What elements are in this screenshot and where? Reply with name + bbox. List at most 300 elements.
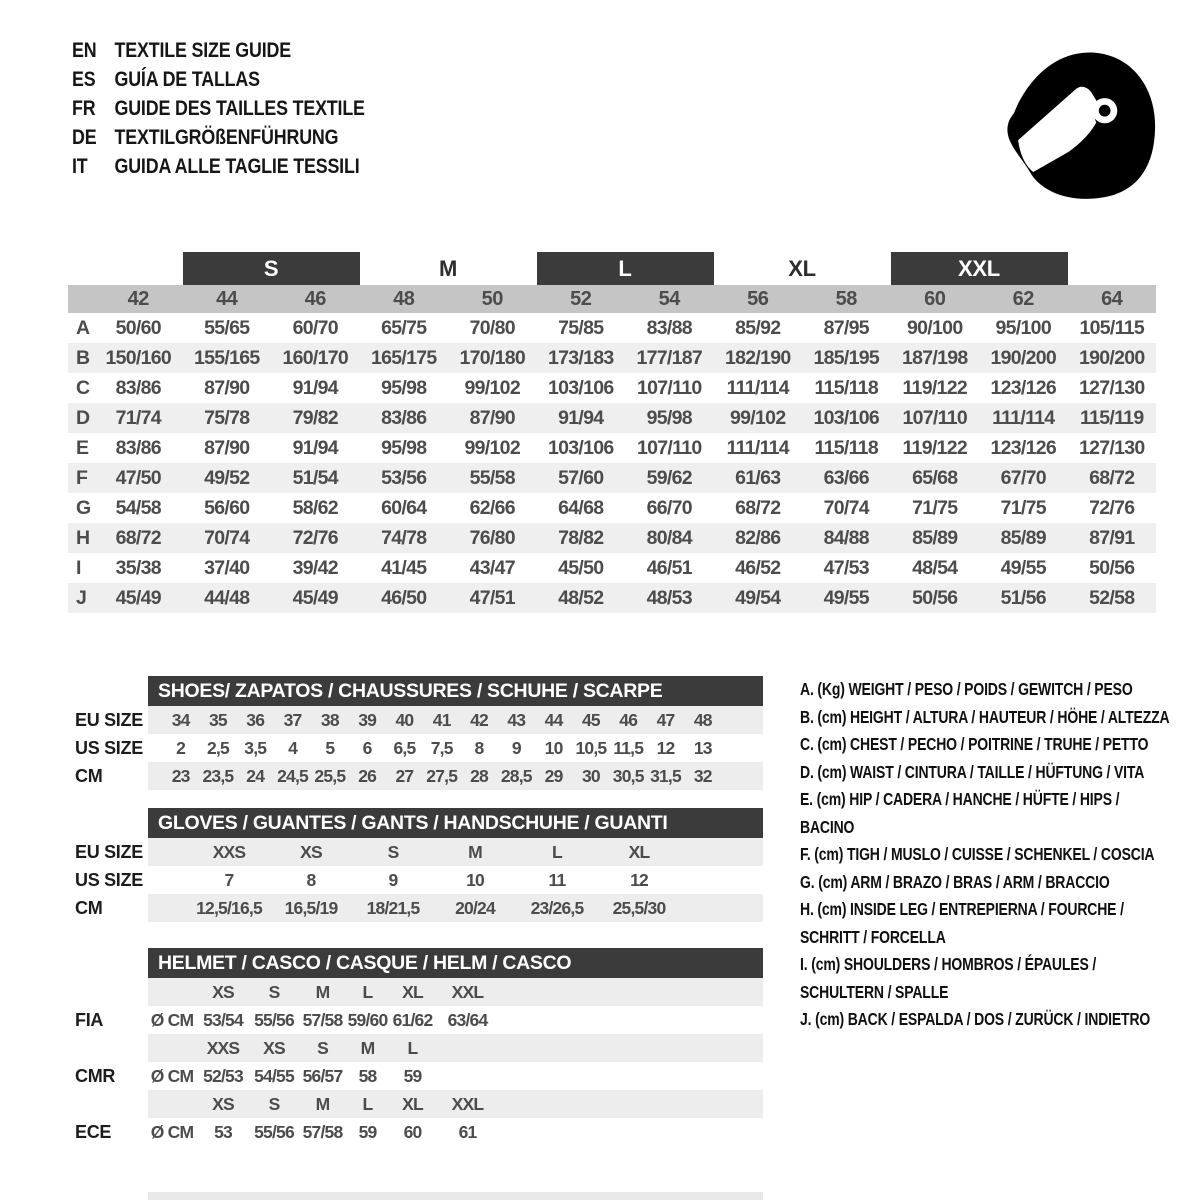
measurement-cell: 95/100 xyxy=(995,317,1051,339)
measurement-cell: 55/58 xyxy=(469,467,515,489)
measurement-cell: 107/110 xyxy=(636,437,702,459)
measurement-cell: 71/74 xyxy=(115,407,161,429)
table-row xyxy=(68,1118,763,1146)
measurement-cell: 165/175 xyxy=(370,347,437,369)
row-letter: B xyxy=(76,347,91,369)
helmet-diameter-cell: 53 xyxy=(214,1122,232,1142)
shoe-us-size-cell: 4 xyxy=(288,738,297,758)
table-row xyxy=(68,373,1156,403)
measurement-cell: 74/78 xyxy=(381,527,427,549)
shoe-eu-size-cell: 36 xyxy=(246,710,265,730)
measurement-cell: 46/50 xyxy=(381,587,427,609)
measurement-cell: 45/49 xyxy=(115,587,161,609)
shoes-table-header: SHOES/ ZAPATOS / CHAUSSURES / SCHUHE / SCARPE xyxy=(148,676,763,706)
measurement-cell: 72/76 xyxy=(1089,497,1135,519)
shoe-us-size-cell: 13 xyxy=(693,738,712,758)
helmet-size-label-cell: M xyxy=(315,1094,330,1114)
language-code: IT xyxy=(72,155,88,178)
measurement-cell: 66/70 xyxy=(646,497,692,519)
measurement-cell: 111/114 xyxy=(726,437,789,459)
glove-cm-cell: 20/24 xyxy=(455,898,495,918)
table-row xyxy=(68,523,1156,553)
helmet-size-table xyxy=(68,948,763,1146)
shoe-eu-size-cell: 34 xyxy=(171,710,190,730)
language-code: FR xyxy=(72,97,96,120)
shoe-eu-size-cell: 48 xyxy=(693,710,712,730)
shoe-cm-cell: 27 xyxy=(395,766,414,786)
row-label-spacer xyxy=(68,1090,148,1118)
glove-eu-size-cell: XS xyxy=(300,842,322,862)
helmet-size-label-cell: S xyxy=(317,1038,328,1058)
unit-column-spacer xyxy=(148,1034,196,1062)
glove-us-size-cell: 10 xyxy=(466,870,484,890)
measurement-cell: 50/60 xyxy=(115,317,161,339)
measurement-cell: 160/170 xyxy=(282,347,349,369)
row-letter: D xyxy=(76,407,91,429)
glove-eu-size-cell: S xyxy=(387,842,399,862)
table-row xyxy=(68,1062,763,1090)
row-label-spacer xyxy=(68,1034,148,1062)
measurement-cell: 78/82 xyxy=(558,527,604,549)
glove-us-size-cell: 8 xyxy=(306,870,316,890)
helmet-sections xyxy=(68,978,763,1146)
measurement-cell: 83/86 xyxy=(381,407,427,429)
measurement-cell: 87/90 xyxy=(469,407,515,429)
standard-label: FIA xyxy=(75,1010,104,1030)
measurement-cell: 95/98 xyxy=(646,407,692,429)
glove-cm-cell: 16,5/19 xyxy=(284,898,338,918)
size-band-m: M xyxy=(438,255,458,281)
size-column-header: 58 xyxy=(835,288,857,310)
helmet-diameter-cell: 55/56 xyxy=(254,1122,294,1142)
glove-eu-size-cell: XXS xyxy=(212,842,246,862)
measurement-cell: 127/130 xyxy=(1078,377,1145,399)
size-band-row xyxy=(68,252,1156,285)
corner-spacer xyxy=(68,252,94,285)
measurement-cell: 64/68 xyxy=(558,497,604,519)
shoe-cm-cell: 26 xyxy=(358,766,377,786)
shoe-eu-size-cell: 35 xyxy=(209,710,227,730)
helmet-diameter-cell: 57/58 xyxy=(302,1122,343,1142)
measurement-cell: 53/56 xyxy=(381,467,427,489)
measurement-cell: 76/80 xyxy=(469,527,515,549)
measurement-cell: 48/54 xyxy=(912,557,958,579)
measurement-cell: 79/82 xyxy=(292,407,338,429)
measurement-cell: 60/64 xyxy=(381,497,427,519)
measurement-cell: 115/118 xyxy=(814,377,878,399)
helmet-standard-section xyxy=(68,1090,763,1146)
legend-entry: D. (cm) WAIST / CINTURA / TAILLE / HÜFTUNG / VITA xyxy=(800,761,1145,782)
measurement-cell: 50/56 xyxy=(912,587,958,609)
row-letter: A xyxy=(76,317,91,339)
language-row xyxy=(72,36,429,65)
helmet-diameter-cell: 56/57 xyxy=(302,1066,343,1086)
measurement-cell: 99/102 xyxy=(464,437,520,459)
row-label-cm: CM xyxy=(75,766,103,786)
measurement-cell: 127/130 xyxy=(1078,437,1145,459)
measurement-cell: 83/86 xyxy=(115,437,161,459)
shoe-cm-cell: 25,5 xyxy=(314,766,346,786)
unit-column-spacer xyxy=(148,978,196,1006)
legend-entry: F. (cm) TIGH / MUSLO / CUISSE / SCHENKEL / COSCIA xyxy=(800,844,1155,864)
shoe-cm-cell: 32 xyxy=(693,766,712,786)
legend-entry: I. (cm) SHOULDERS / HOMBROS / ÉPAULES / SCHULTERN / SPALLE xyxy=(800,954,1097,1002)
shoe-us-size-cell: 8 xyxy=(474,738,484,758)
size-column-header: 48 xyxy=(393,288,415,310)
table-row xyxy=(68,762,763,790)
measurement-cell: 123/126 xyxy=(990,437,1057,459)
measurement-cell: 37/40 xyxy=(204,557,250,579)
row-letter: J xyxy=(76,587,87,609)
table-row xyxy=(68,1090,763,1118)
language-row xyxy=(72,123,429,152)
shoe-cm-cell: 30 xyxy=(581,766,600,786)
shoe-cm-cell: 31,5 xyxy=(650,766,681,786)
measurement-cell: 111/114 xyxy=(992,407,1055,429)
language-code: EN xyxy=(72,39,97,62)
measurement-cell: 68/72 xyxy=(1089,467,1135,489)
shoe-cm-cell: 29 xyxy=(544,766,563,786)
measurement-cell: 107/110 xyxy=(902,407,967,429)
measurement-cell: 91/94 xyxy=(558,407,604,429)
measurement-cell: 51/56 xyxy=(1000,587,1046,609)
size-band-l: L xyxy=(537,252,714,285)
helmet-size-label-cell xyxy=(437,1034,498,1062)
shoe-eu-size-cell: 45 xyxy=(581,710,600,730)
gloves-table-header: GLOVES / GUANTES / GANTS / HANDSCHUHE / GUANTI xyxy=(148,808,763,838)
measurement-cell: 190/200 xyxy=(1078,347,1145,369)
measurement-cell: 95/98 xyxy=(381,437,427,459)
table-row xyxy=(68,343,1156,373)
guide-title: GUIDA ALLE TAGLIE TESSILI xyxy=(114,155,360,178)
table-row xyxy=(68,866,763,894)
measurement-cell: 57/60 xyxy=(558,467,604,489)
measurement-cell: 187/198 xyxy=(901,347,968,369)
helmet-size-label-cell: L xyxy=(362,982,373,1002)
shoe-cm-cell: 28 xyxy=(470,766,488,786)
measurement-cell: 71/75 xyxy=(1000,497,1046,519)
glove-us-size-cell: 9 xyxy=(388,870,398,890)
helmet-diameter-cell: 61/62 xyxy=(392,1010,433,1030)
racing-helmet-icon xyxy=(998,44,1166,216)
measurement-cell: 182/190 xyxy=(724,347,791,369)
helmet-diameter-cell: 59 xyxy=(403,1066,422,1086)
corner-spacer xyxy=(68,285,94,313)
helmet-diameter-cell: 53/54 xyxy=(203,1010,243,1030)
glove-us-size-cell: 11 xyxy=(548,870,566,890)
measurement-cell: 91/94 xyxy=(292,437,338,459)
size-column-header: 64 xyxy=(1101,288,1123,310)
measurement-cell: 150/160 xyxy=(105,347,172,369)
table-row xyxy=(68,463,1156,493)
helmet-size-label-cell: XXL xyxy=(451,1094,484,1114)
helmet-standard-section xyxy=(68,978,763,1034)
measurement-cell: 62/66 xyxy=(469,497,515,519)
measurement-cell: 83/88 xyxy=(646,317,692,339)
shoe-eu-size-cell: 39 xyxy=(358,710,377,730)
measurement-cell: 46/52 xyxy=(735,557,781,579)
helmet-size-label-cell: XS xyxy=(212,1094,234,1114)
measurement-cell: 39/42 xyxy=(292,557,338,579)
measurement-cell: 70/80 xyxy=(469,317,515,339)
measurement-cell: 80/84 xyxy=(646,527,692,549)
legend-entry: H. (cm) INSIDE LEG / ENTREPIERNA / FOURCHE / SCHRITT / FORCELLA xyxy=(800,899,1124,947)
gloves-size-table xyxy=(68,808,763,922)
glove-cm-cell: 18/21,5 xyxy=(366,898,420,918)
standard-label: ECE xyxy=(75,1122,112,1142)
measurement-cell: 65/75 xyxy=(381,317,427,339)
measurement-cell: 45/50 xyxy=(558,557,604,579)
guide-title: TEXTILE SIZE GUIDE xyxy=(114,39,291,62)
legend-entry: C. (cm) CHEST / PECHO / POITRINE / TRUHE / PETTO xyxy=(800,734,1149,754)
standard-label: CMR xyxy=(75,1066,116,1086)
glove-eu-size-cell: XL xyxy=(628,842,650,862)
table-row xyxy=(68,403,1156,433)
helmet-size-label-cell: M xyxy=(360,1038,375,1058)
shoe-eu-size-cell: 37 xyxy=(283,710,302,730)
shoe-us-size-cell: 6,5 xyxy=(393,738,416,758)
measurement-cell: 70/74 xyxy=(823,497,869,519)
measurement-cell: 99/102 xyxy=(730,407,786,429)
measurement-cell: 47/53 xyxy=(823,557,869,579)
measurement-cell: 68/72 xyxy=(735,497,781,519)
row-label-eu-size: EU SIZE xyxy=(75,710,143,730)
measurement-cell: 185/195 xyxy=(813,347,880,369)
row-label-cm: CM xyxy=(75,898,103,918)
table-row xyxy=(68,583,1156,613)
size-column-header: 44 xyxy=(216,288,238,310)
row-label-us-size: US SIZE xyxy=(75,738,143,758)
shoe-eu-size-cell: 41 xyxy=(432,710,451,730)
shoe-us-size-cell: 6 xyxy=(362,738,372,758)
measurement-cell: 82/86 xyxy=(735,527,781,549)
measurement-cell: 61/63 xyxy=(735,467,781,489)
helmet-size-label-cell: L xyxy=(362,1094,373,1114)
measurement-cell: 111/114 xyxy=(726,377,789,399)
helmet-size-label-cell: XL xyxy=(402,1094,423,1114)
measurement-cell: 67/70 xyxy=(1000,467,1046,489)
shoe-us-size-cell: 10 xyxy=(544,738,563,758)
measurement-cell: 72/76 xyxy=(292,527,338,549)
measurement-cell: 65/68 xyxy=(912,467,958,489)
measurement-cell: 44/48 xyxy=(204,587,250,609)
table-row xyxy=(68,894,763,922)
helmet-diameter-cell: 60 xyxy=(403,1122,422,1142)
language-row xyxy=(72,65,429,94)
size-band-s: S xyxy=(183,252,360,285)
measurement-cell: 105/115 xyxy=(1079,317,1144,339)
helmet-diameter-cell: 52/53 xyxy=(203,1066,243,1086)
measurement-cell: 119/122 xyxy=(902,377,967,399)
shoe-cm-cell: 30,5 xyxy=(612,766,644,786)
guide-title: GUIDE DES TAILLES TEXTILE xyxy=(114,97,365,120)
legend-entry: A. (Kg) WEIGHT / PESO / POIDS / GEWITCH / PESO xyxy=(800,679,1133,699)
measurement-cell: 68/72 xyxy=(115,527,161,549)
table-row xyxy=(68,493,1156,523)
shoe-us-size-cell: 9 xyxy=(511,738,521,758)
row-label-spacer xyxy=(68,978,148,1006)
diameter-cm-unit: Ø CM xyxy=(150,1010,194,1030)
cropped-row-strip xyxy=(148,1192,763,1200)
size-band-xxl: XXL xyxy=(891,252,1068,285)
table-row xyxy=(68,313,1156,343)
measurement-cell: 91/94 xyxy=(292,377,338,399)
shoe-us-size-cell: 7,5 xyxy=(430,738,453,758)
measurement-cell: 83/86 xyxy=(115,377,161,399)
row-letter: H xyxy=(76,527,91,549)
measurement-cell: 173/183 xyxy=(547,347,614,369)
size-column-header: 42 xyxy=(127,288,149,310)
helmet-diameter-cell: 54/55 xyxy=(254,1066,294,1086)
shoe-eu-size-cell: 46 xyxy=(619,710,638,730)
legend-entry: E. (cm) HIP / CADERA / HANCHE / HÜFTE / HIPS / BACINO xyxy=(800,789,1120,837)
row-letter: C xyxy=(76,377,91,399)
measurement-cell: 49/55 xyxy=(1000,557,1046,579)
row-letter: E xyxy=(76,437,90,459)
helmet-diameter-cell: 55/56 xyxy=(254,1010,294,1030)
language-row xyxy=(72,94,429,123)
shoe-us-size-cell: 11,5 xyxy=(613,738,644,758)
shoe-us-size-cell: 2 xyxy=(176,738,186,758)
size-column-header: 54 xyxy=(658,288,680,310)
measurement-cell: 84/88 xyxy=(823,527,869,549)
measurement-cell: 85/89 xyxy=(912,527,958,549)
helmet-size-label-cell: XS xyxy=(263,1038,285,1058)
textile-size-table xyxy=(68,252,1156,613)
measurement-cell: 87/91 xyxy=(1089,527,1135,549)
language-row xyxy=(72,152,429,181)
legend-entry: G. (cm) ARM / BRAZO / BRAS / ARM / BRACCIO xyxy=(800,871,1110,892)
shoe-eu-size-cell: 38 xyxy=(320,710,339,730)
glove-us-size-cell: 12 xyxy=(630,870,648,890)
guide-title: GUÍA DE TALLAS xyxy=(114,68,260,91)
helmet-size-label-cell: XL xyxy=(402,982,423,1002)
helmet-diameter-cell: 57/58 xyxy=(302,1010,343,1030)
measurement-cell: 54/58 xyxy=(115,497,161,519)
helmet-diameter-cell: 58 xyxy=(358,1066,377,1086)
measurement-cell: 75/85 xyxy=(558,317,604,339)
language-code: DE xyxy=(72,126,97,149)
helmet-diameter-cell: 59/60 xyxy=(347,1010,388,1030)
size-column-header: 46 xyxy=(304,288,326,310)
glove-cm-cell: 12,5/16,5 xyxy=(196,898,262,918)
measurement-cell: 155/165 xyxy=(193,347,260,369)
measurement-cell: 87/90 xyxy=(204,377,250,399)
size-column-header: 52 xyxy=(570,288,592,310)
row-letter: I xyxy=(76,557,82,579)
measurement-cell: 103/106 xyxy=(547,437,614,459)
measurement-cell: 63/66 xyxy=(823,467,869,489)
helmet-size-label-cell: L xyxy=(407,1038,418,1058)
measurement-cell: 85/89 xyxy=(1000,527,1046,549)
row-label-eu-size: EU SIZE xyxy=(75,842,143,862)
measurement-cell: 45/49 xyxy=(292,587,338,609)
shoe-us-size-cell: 3,5 xyxy=(244,738,267,758)
measurement-cell: 35/38 xyxy=(115,557,161,579)
helmet-size-label-cell: M xyxy=(315,982,330,1002)
shoe-eu-size-cell: 44 xyxy=(544,710,563,730)
measurement-cell: 48/53 xyxy=(646,587,692,609)
measurement-cell: 115/119 xyxy=(1080,407,1144,429)
shoe-us-size-cell: 10,5 xyxy=(575,738,607,758)
table-row xyxy=(68,734,763,762)
helmet-diameter-cell: 61 xyxy=(458,1122,477,1142)
measurement-cell: 71/75 xyxy=(912,497,958,519)
measurement-cell: 115/118 xyxy=(814,437,878,459)
measurement-cell: 119/122 xyxy=(902,437,967,459)
glove-eu-size-cell: L xyxy=(552,842,562,862)
measurement-cell: 103/106 xyxy=(547,377,614,399)
measurement-cell: 51/54 xyxy=(292,467,338,489)
measurement-legend xyxy=(800,676,1176,1034)
shoe-eu-size-cell: 43 xyxy=(507,710,526,730)
helmet-diameter-cell: 63/64 xyxy=(447,1010,488,1030)
measurement-cell: 50/56 xyxy=(1089,557,1135,579)
size-column-header: 62 xyxy=(1012,288,1034,310)
measurement-cell: 49/52 xyxy=(204,467,250,489)
measurement-cell: 190/200 xyxy=(990,347,1057,369)
measurement-cell: 90/100 xyxy=(907,317,963,339)
shoe-cm-cell: 23,5 xyxy=(202,766,234,786)
measurement-cell: 60/70 xyxy=(292,317,338,339)
row-letter: G xyxy=(76,497,92,519)
measurement-cell: 87/90 xyxy=(204,437,250,459)
shoe-cm-cell: 28,5 xyxy=(500,766,532,786)
helmet-size-label-cell: XS xyxy=(212,982,234,1002)
helmet-diameter-cell: 59 xyxy=(358,1122,377,1142)
diameter-cm-unit: Ø CM xyxy=(150,1122,194,1142)
table-row xyxy=(68,553,1156,583)
measurement-cell: 41/45 xyxy=(381,557,427,579)
row-label-us-size: US SIZE xyxy=(75,870,143,890)
diameter-cm-unit: Ø CM xyxy=(150,1066,194,1086)
shoe-us-size-cell: 12 xyxy=(656,738,675,758)
measurement-cell: 107/110 xyxy=(636,377,702,399)
helmet-standard-section xyxy=(68,1034,763,1090)
glove-cm-cell: 25,5/30 xyxy=(612,898,666,918)
table-row xyxy=(68,978,763,1006)
legend-entry: B. (cm) HEIGHT / ALTURA / HAUTEUR / HÖHE / ALTEZZA xyxy=(800,706,1170,727)
shoe-cm-cell: 24 xyxy=(246,766,265,786)
measurement-cell: 70/74 xyxy=(204,527,250,549)
helmet-size-label-cell: S xyxy=(268,1094,280,1114)
size-column-header: 60 xyxy=(924,288,946,310)
table-row xyxy=(68,706,763,734)
legend-entry: J. (cm) BACK / ESPALDA / DOS / ZURÜCK / INDIETRO xyxy=(800,1009,1151,1029)
measurement-cell: 99/102 xyxy=(464,377,520,399)
helmet-size-label-cell: XXS xyxy=(206,1038,240,1058)
shoe-cm-cell: 24,5 xyxy=(277,766,308,786)
shoe-us-size-cell: 5 xyxy=(325,738,335,758)
measurement-cell: 56/60 xyxy=(204,497,250,519)
measurement-cell: 48/52 xyxy=(558,587,604,609)
glove-cm-cell: 23/26,5 xyxy=(530,898,584,918)
shoe-eu-size-cell: 47 xyxy=(656,710,675,730)
measurement-cell: 170/180 xyxy=(459,347,526,369)
measurement-cell: 52/58 xyxy=(1089,587,1135,609)
table-row xyxy=(68,433,1156,463)
helmet-diameter-cell xyxy=(437,1062,498,1090)
row-letter: F xyxy=(76,467,88,489)
shoe-us-size-cell: 2,5 xyxy=(206,738,229,758)
measurement-cell: 103/106 xyxy=(813,407,880,429)
measurement-cell: 47/50 xyxy=(115,467,161,489)
measurement-cell: 47/51 xyxy=(469,587,515,609)
numeric-size-header xyxy=(68,285,1156,313)
measurement-cell: 75/78 xyxy=(204,407,250,429)
shoe-eu-size-cell: 40 xyxy=(395,710,414,730)
measurement-cell: 87/95 xyxy=(823,317,869,339)
